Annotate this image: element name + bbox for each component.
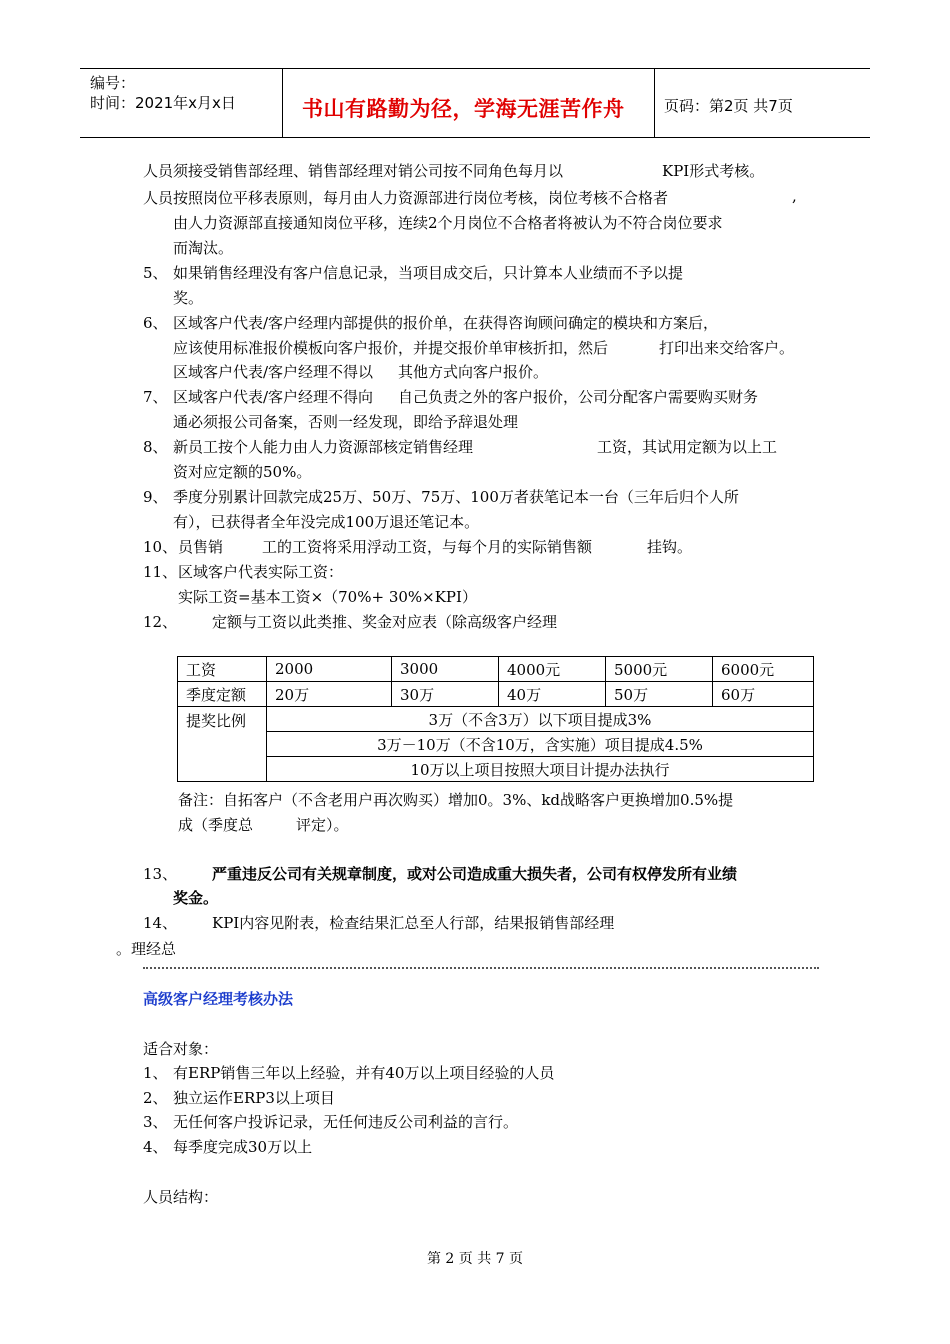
item-line: 新员工按个人能力由人力资源部核定销售经理 [173,438,474,456]
item-line: 如果销售经理没有客户信息记录，当项目成交后，只计算本人业绩而不予以提 [173,264,684,282]
item-number: 10、 [143,538,178,556]
serial-label: 编号： [90,74,136,92]
item-line: 奖。 [173,289,204,307]
item-line: 其他方式向客户报价。 [398,363,549,381]
item-line: 通必须报公司备案，否则一经发现，即给予辞退处理 [173,413,519,431]
table-cell: 6000元 [713,657,814,682]
note-line: 评定）。 [296,816,349,834]
table-row [178,732,814,757]
item-line: 工的工资将采用浮动工资，与每个月的实际销售额 [262,538,593,556]
page-info: 页码：第2页 共7页 [664,97,793,115]
item-line: 人员须接受销售部经理、销售部经理对销公司按不同角色每月以 [143,162,564,180]
comma: , [792,187,797,205]
item-line: 而淘汰。 [173,239,234,257]
item-line: 区域客户代表实际工资： [178,563,344,581]
table-cell: 4000元 [499,657,606,682]
item-line: 区域客户代表/客户经理不得向 [173,388,374,406]
table-cell: 10万以上项目按照大项目计提办法执行 [267,757,814,782]
item-line: 区域客户代表/客户经理不得以 [173,363,374,381]
item-line: 区域客户代表/客户经理内部提供的报价单，在获得咨询顾问确定的模块和方案后， [173,314,719,332]
list-number: 3、 [143,1113,168,1131]
item-line: KPI内容见附表，检查结果汇总至人行部，结果报销售部经理 [212,914,615,932]
item-line: 有），已获得者全年没完成100万退还笔记本。 [173,513,480,531]
item-line: 季度分别累计回款完成25万、50万、75万、100万者获笔记本一台（三年后归个人所 [173,488,739,506]
item-number: 14、 [143,914,178,932]
item-line: 工资，其试用定额为以上工 [597,438,778,456]
list-number: 2、 [143,1089,168,1107]
note-line: 备注：自拓客户（不含老用户再次购买）增加0。3%、kd战略客户更换增加0.5%提 [178,791,734,809]
list-item: 无任何客户投诉记录，无任何违反公司利益的言行。 [173,1113,519,1131]
item-line: 人员按照岗位平移表原则，每月由人力资源部进行岗位考核，岗位考核不合格者 [143,189,669,207]
header-divider [282,69,283,137]
item-number: 11、 [143,563,178,581]
table-cell: 30万 [392,682,499,707]
section-title: 高级客户经理考核办法 [143,990,294,1008]
table-row [178,682,814,707]
note-line: 成（季度总 [178,816,254,834]
table-cell: 提奖比例 [178,707,267,782]
table-cell: 3000 [392,657,499,682]
header-meta [90,73,236,113]
applicable-label: 适合对象： [143,1040,219,1058]
item-line: 打印出来交给客户。 [659,339,795,357]
header-motto: 书山有路勤为径，学海无涯苦作舟 [302,97,625,121]
table-cell: 工资 [178,657,267,682]
table-cell: 3万（不含3万）以下项目提成3% [267,707,814,732]
item-line: 实际工资=基本工资×（70%+ 30%×KPI） [178,588,477,606]
table-cell: 50万 [606,682,713,707]
table-cell: 2000 [267,657,392,682]
item-line: 奖金。 [173,889,219,907]
list-number: 4、 [143,1138,168,1156]
list-item: 每季度完成30万以上 [173,1138,313,1156]
table-cell: 季度定额 [178,682,267,707]
table-cell: 3万－10万（不含10万，含实施）项目提成4.5% [267,732,814,757]
section-divider [143,967,819,969]
item-number: 12、 [143,613,178,631]
table-row [178,657,814,682]
item-line: 严重违反公司有关规章制度，或对公司造成重大损失者，公司有权停发所有业绩 [212,865,738,883]
item-line: 自己负责之外的客户报价，公司分配客户需要购买财务 [398,388,759,406]
document-header [80,68,870,138]
table-cell: 40万 [499,682,606,707]
item-line: 应该使用标准报价模板向客户报价，并提交报价单审核折扣，然后 [173,339,609,357]
item-number: 7、 [143,388,168,406]
item-line: 员售销 [178,538,224,556]
item-number: 13、 [143,865,178,883]
item-line: 资对应定额的50%。 [173,463,312,481]
item-number: 9、 [143,488,168,506]
table-cell: 20万 [267,682,392,707]
list-number: 1、 [143,1064,168,1082]
item-number: 6、 [143,314,168,332]
list-item: 独立运作ERP3以上项目 [173,1089,335,1107]
table-cell: 5000元 [606,657,713,682]
structure-label: 人员结构： [143,1188,219,1206]
item-number: 8、 [143,438,168,456]
table-cell: 60万 [713,682,814,707]
date-label: 时间：2021年x月x日 [90,94,236,112]
table-row [178,707,814,732]
item-line: 由人力资源部直接通知岗位平移，连续2个月岗位不合格者将被认为不符合岗位要求 [173,214,723,232]
list-item: 有ERP销售三年以上经验，并有40万以上项目经验的人员 [173,1064,555,1082]
item-line: 定额与工资以此类推、奖金对应表（除高级客户经理 [212,613,558,631]
item-line: 。理经总 [116,940,177,958]
page-footer: 第 2 页 共 7 页 [426,1251,524,1267]
item-line: KPI形式考核。 [662,162,765,180]
quota-table [177,656,814,782]
item-line: 挂钩。 [647,538,693,556]
item-number: 5、 [143,264,168,282]
table-row [178,757,814,782]
header-divider [654,69,655,137]
